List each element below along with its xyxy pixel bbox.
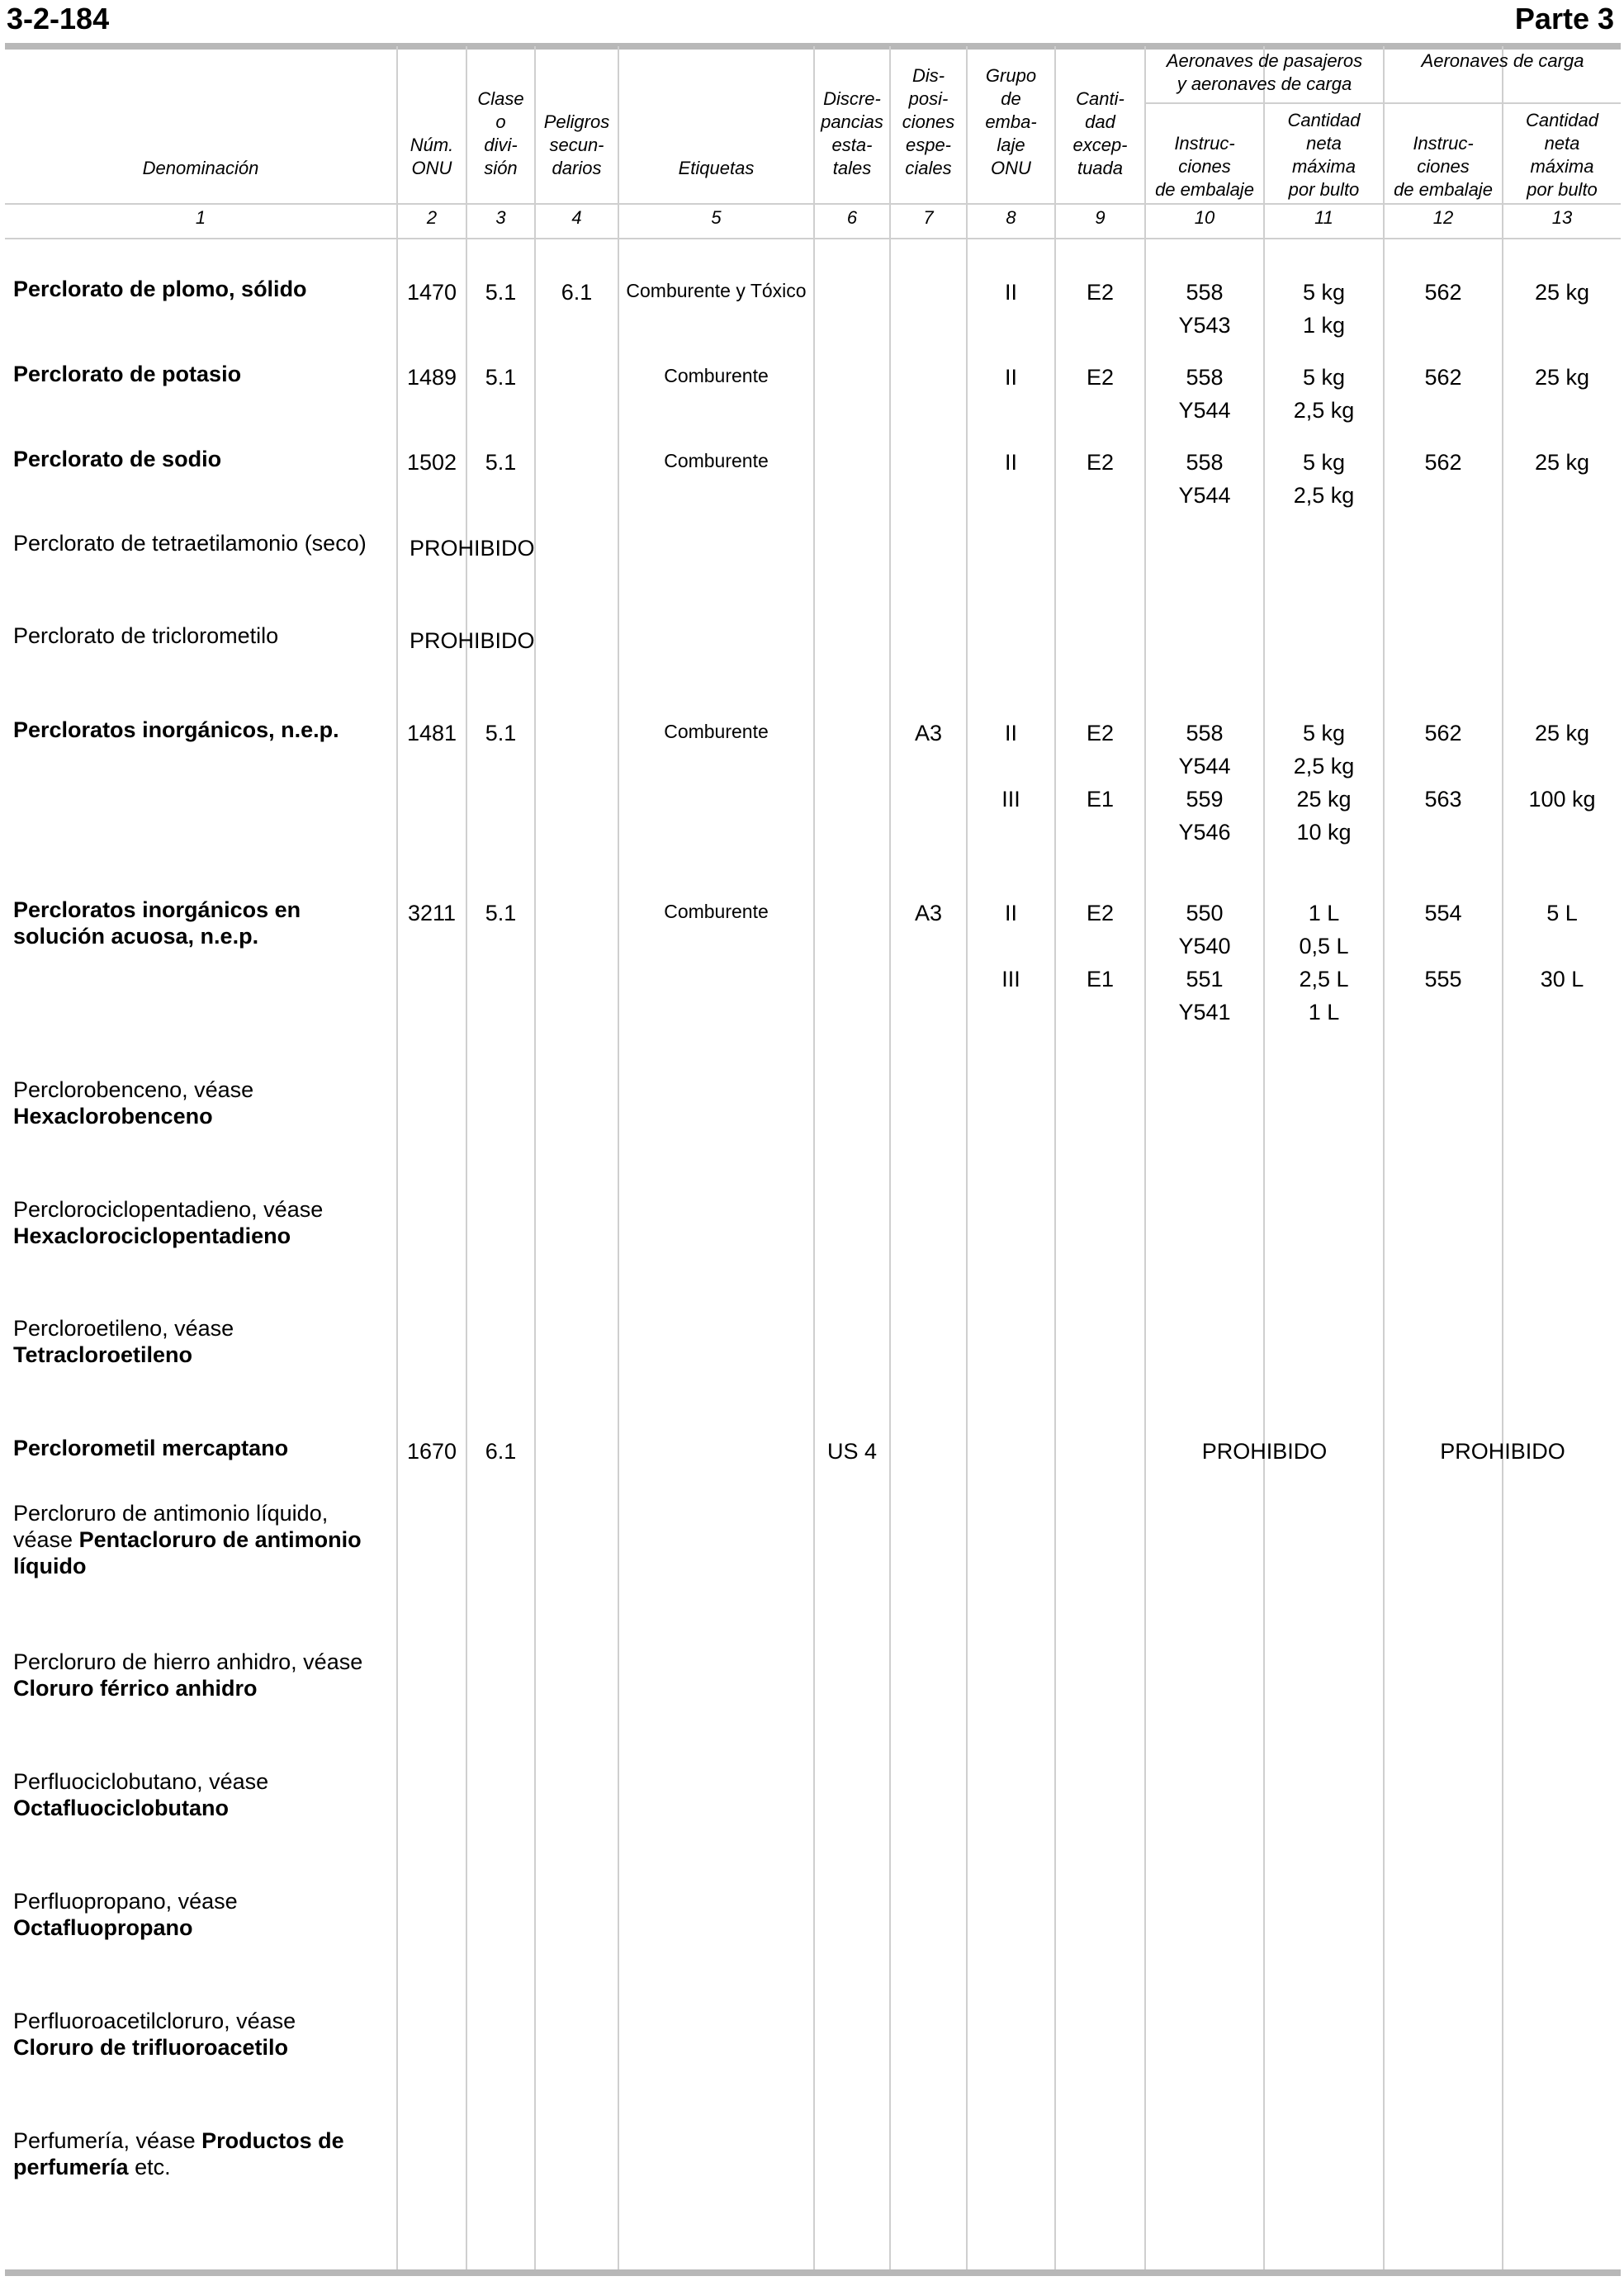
excepted-quantity: E1 <box>1086 787 1115 812</box>
packing-group: III <box>1001 967 1020 991</box>
packing-group: II <box>1004 721 1017 745</box>
pax-instruction: 558 <box>1186 280 1224 305</box>
cross-reference <box>13 1077 393 1129</box>
row-name-line: solución acuosa, n.e.p. <box>13 924 259 949</box>
column-number: 9 <box>1095 207 1106 228</box>
packing-group: II <box>1004 365 1017 390</box>
cross-reference <box>13 1196 393 1249</box>
ref-target: Octafluociclobutano <box>13 1796 230 1820</box>
column-divider <box>813 46 815 2269</box>
state-variation: US 4 <box>826 1439 878 1464</box>
cross-reference <box>13 1315 393 1368</box>
hazard-class: 5.1 <box>485 901 517 925</box>
pax-instruction: 559 <box>1186 787 1224 812</box>
cross-reference <box>13 1888 393 1941</box>
hazard-class: 5.1 <box>485 450 517 475</box>
ref-target: Octafluopropano <box>13 1915 193 1940</box>
cargo-instruction: 562 <box>1424 450 1462 475</box>
row-name-line: Percloratos inorgánicos en <box>13 897 301 922</box>
row-name <box>13 897 393 949</box>
pax-instruction: Y544 <box>1178 398 1231 423</box>
header-num-onu: Núm. ONU <box>410 135 454 178</box>
pax-quantity: 25 kg <box>1296 787 1352 812</box>
pax-instruction: Y543 <box>1178 313 1231 338</box>
cargo-instruction: 555 <box>1424 967 1462 991</box>
cargo-forbidden: PROHIBIDO <box>1440 1439 1565 1464</box>
pax-quantity: 5 kg <box>1302 721 1346 745</box>
hazard-labels: Comburente <box>664 450 769 471</box>
cargo-quantity: 100 kg <box>1528 787 1596 812</box>
header-instrucciones-carga: Instruc- ciones de embalaje <box>1394 133 1493 200</box>
pax-instruction: Y544 <box>1178 483 1231 508</box>
un-number: 1481 <box>406 721 457 745</box>
ref-target: Cloruro férrico anhidro <box>13 1676 258 1701</box>
hazard-labels: Comburente <box>664 721 769 742</box>
ref-text: Perclorociclopentadieno, véase <box>13 1197 324 1222</box>
column-number: 4 <box>571 207 582 228</box>
ref-text: Percloroetileno, véase <box>13 1316 234 1341</box>
cross-reference <box>13 1768 393 1821</box>
part-label: Parte 3 <box>1514 2 1614 35</box>
cargo-instruction: 554 <box>1424 901 1462 925</box>
cargo-quantity: 25 kg <box>1534 721 1590 745</box>
cargo-instruction: 562 <box>1424 365 1462 390</box>
un-number: 1670 <box>406 1439 457 1464</box>
pax-instruction: 551 <box>1186 967 1224 991</box>
hazard-class: 5.1 <box>485 280 517 305</box>
ref-target: Tetracloroetileno <box>13 1342 193 1367</box>
un-number: 1502 <box>406 450 457 475</box>
hazard-labels: Comburente <box>664 901 769 922</box>
ref-target: Pentacloruro de antimonio <box>78 1527 362 1552</box>
row-name: Perclorometil mercaptano <box>13 1436 289 1460</box>
column-number: 6 <box>846 207 858 228</box>
pax-quantity: 10 kg <box>1296 820 1352 845</box>
ref-target: Hexaclorobenceno <box>13 1104 213 1129</box>
header-denominacion: Denominación <box>142 158 259 178</box>
header-group-carga: Aeronaves de carga <box>1421 50 1584 71</box>
ref-text: véase <box>13 1527 79 1552</box>
pax-instruction: Y540 <box>1178 934 1231 958</box>
cross-reference <box>13 1500 393 1579</box>
pax-quantity: 2,5 kg <box>1293 398 1355 423</box>
pax-quantity: 1 kg <box>1302 313 1346 338</box>
pax-quantity: 1 L <box>1308 901 1340 925</box>
column-number: 12 <box>1432 207 1454 228</box>
row-name: Perclorato de triclorometilo <box>13 623 279 648</box>
column-number: 3 <box>495 207 506 228</box>
pax-quantity: 2,5 L <box>1299 967 1349 991</box>
header-peligros: Peligros secun- darios <box>543 111 610 178</box>
row-name: Perclorato de sodio <box>13 447 222 471</box>
header-etiquetas: Etiquetas <box>678 158 755 178</box>
pax-instruction: Y541 <box>1178 1000 1231 1025</box>
pax-instruction: Y546 <box>1178 820 1231 845</box>
excepted-quantity: E2 <box>1086 280 1115 305</box>
ref-text: Perfluociclobutano, véase <box>13 1769 269 1794</box>
hazard-labels: Comburente <box>664 365 769 386</box>
header-group-pasajeros: Aeronaves de pasajeros y aeronaves de carga <box>1166 50 1363 94</box>
forbidden-text: PROHIBIDO <box>410 536 535 561</box>
cross-reference <box>13 1649 393 1701</box>
pax-instruction: 558 <box>1186 365 1224 390</box>
pax-instruction: 558 <box>1186 450 1224 475</box>
pax-quantity: 1 L <box>1308 1000 1340 1025</box>
column-number: 1 <box>195 207 206 228</box>
column-number: 13 <box>1551 207 1573 228</box>
un-number: 3211 <box>407 901 457 925</box>
hazard-labels: Comburente y Tóxico <box>626 280 807 301</box>
excepted-quantity: E2 <box>1086 450 1115 475</box>
header-cantidad-pax: Cantidad neta máxima por bulto <box>1287 110 1361 200</box>
cargo-quantity: 25 kg <box>1534 450 1590 475</box>
header-instrucciones-pax: Instruc- ciones de embalaje <box>1155 133 1254 200</box>
ref-target: Productos de <box>201 2128 344 2153</box>
bottom-rule <box>5 2269 1621 2276</box>
ref-text: Perfumería, véase <box>13 2128 202 2153</box>
cargo-instruction: 562 <box>1424 721 1462 745</box>
ref-target: Cloruro de trifluoroacetilo <box>13 2035 289 2060</box>
header-cantidad-carga: Cantidad neta máxima por bulto <box>1525 110 1599 200</box>
header-grupo-embalaje: Grupo de emba- laje ONU <box>985 65 1037 178</box>
excepted-quantity: E2 <box>1086 721 1115 745</box>
forbidden-text: PROHIBIDO <box>410 628 535 653</box>
column-number-divider <box>5 238 1621 239</box>
pax-instruction: Y544 <box>1178 754 1231 778</box>
pax-quantity: 2,5 kg <box>1293 483 1355 508</box>
hazard-class: 5.1 <box>485 365 517 390</box>
pax-quantity: 5 kg <box>1302 450 1346 475</box>
row-name: Perclorato de potasio <box>13 362 242 386</box>
ref-target: líquido <box>13 1554 87 1578</box>
pax-quantity: 2,5 kg <box>1293 754 1355 778</box>
column-number: 5 <box>711 207 722 228</box>
ref-target: perfumería <box>13 2155 129 2179</box>
column-number: 10 <box>1194 207 1215 228</box>
row-name: Perclorato de tetraetilamonio (seco) <box>13 531 367 556</box>
cargo-quantity: 30 L <box>1540 967 1584 991</box>
header-disposiciones: Dis- posi- ciones espe- ciales <box>902 65 955 178</box>
packing-group: III <box>1001 787 1020 812</box>
special-provisions: A3 <box>914 901 943 925</box>
special-provisions: A3 <box>914 721 943 745</box>
hazard-class: 5.1 <box>485 721 517 745</box>
column-number: 2 <box>426 207 438 228</box>
ref-text: Percloruro de antimonio líquido, <box>13 1501 329 1526</box>
excepted-quantity: E2 <box>1086 365 1115 390</box>
pax-instruction: 558 <box>1186 721 1224 745</box>
packing-group: II <box>1004 280 1017 305</box>
pax-forbidden: PROHIBIDO <box>1201 1439 1328 1464</box>
column-number: 11 <box>1314 207 1333 228</box>
page-header <box>7 0 1617 41</box>
cross-reference <box>13 2127 393 2180</box>
cargo-quantity: 25 kg <box>1534 365 1590 390</box>
cargo-instruction: 563 <box>1424 787 1462 812</box>
cargo-quantity: 5 L <box>1546 901 1578 925</box>
cargo-quantity: 25 kg <box>1534 280 1590 305</box>
pax-instruction: 550 <box>1186 901 1224 925</box>
hazard-class: 6.1 <box>485 1439 517 1464</box>
header-cantidad-exceptuada: Canti- dad excep- tuada <box>1072 88 1128 178</box>
row-name: Perclorato de plomo, sólido <box>13 277 307 301</box>
column-number: 8 <box>1006 207 1016 228</box>
subsidiary-hazard: 6.1 <box>561 280 593 305</box>
column-divider <box>889 46 891 2269</box>
un-number: 1489 <box>406 365 457 390</box>
ref-text: Perfluoroacetilcloruro, véase <box>13 2009 296 2033</box>
cargo-instruction: 562 <box>1424 280 1462 305</box>
excepted-quantity: E1 <box>1086 967 1115 991</box>
ref-text: Perfluopropano, véase <box>13 1889 238 1914</box>
header-discrepancias: Discre- pancias esta- tales <box>821 88 883 178</box>
packing-group: II <box>1004 901 1017 925</box>
excepted-quantity: E2 <box>1086 901 1115 925</box>
un-number: 1470 <box>406 280 457 305</box>
column-divider <box>534 46 536 2269</box>
page-number: 3-2-184 <box>7 2 110 35</box>
ref-text: Perclorobenceno, véase <box>13 1077 254 1102</box>
pax-quantity: 5 kg <box>1302 365 1346 390</box>
row-name: Percloratos inorgánicos, n.e.p. <box>13 717 339 742</box>
ref-text: etc. <box>128 2155 171 2179</box>
ref-text: Percloruro de hierro anhidro, véase <box>13 1649 363 1674</box>
column-number: 7 <box>923 207 934 228</box>
pax-quantity: 5 kg <box>1302 280 1346 305</box>
ref-target: Hexaclorociclopentadieno <box>13 1223 291 1248</box>
cross-reference <box>13 2008 393 2061</box>
header-clase: Clase o divi- sión <box>477 88 524 178</box>
packing-group: II <box>1004 450 1017 475</box>
pax-quantity: 0,5 L <box>1299 934 1349 958</box>
